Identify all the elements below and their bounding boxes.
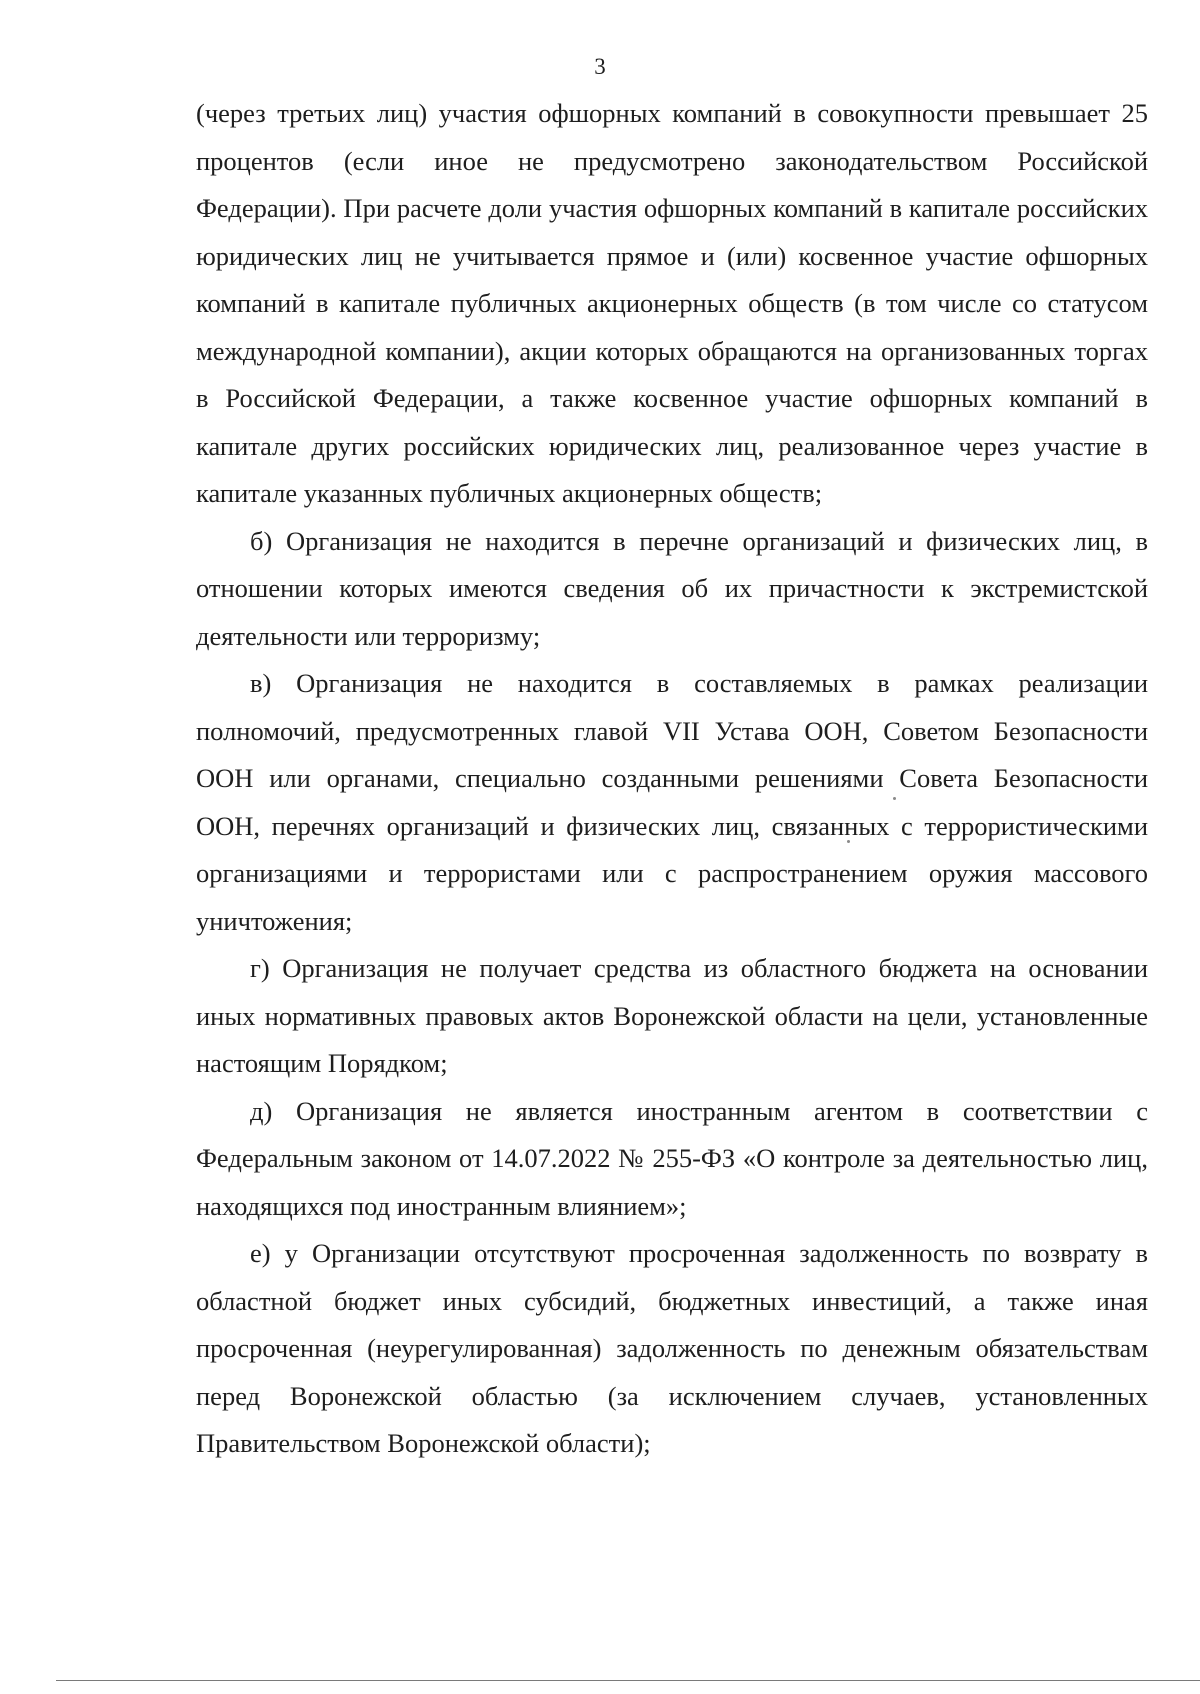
paragraph-offshore-participation: (через третьих лиц) участия офшорных компаний в совокупности превышает 25 процентов (если иное не предусмотрено законодательством Российской Федерации). При расчете доли участия офшорных компаний в капитале российских юридических лиц не учитывается прямое и (или) косвенное участие офшорных компаний в капитале публичных акционерных обществ (в том числе со статусом международной компании), акции которых обращаются на организованных торгах в Российской Федерации, а также косвенное участие офшорных компаний в капитале других российских юридических лиц, реализованное через участие в капитале указанных публичных акционерных обществ;: [196, 98, 1148, 508]
document-body: [196, 90, 1148, 1468]
scan-speck: [847, 840, 850, 843]
paragraph-item-v: в) Организация не находится в составляемых в рамках реализации полномочий, предусмотренных главой VII Устава ООН, Советом Безопасности ООН или органами, специально созданными решениями Совета Безопасности ООН, перечнях организаций и физических лиц, связанных с террористическими организациями и террористами или с распространением оружия массового уничтожения;: [196, 668, 1148, 936]
paragraph-item-e: е) у Организации отсутствуют просроченная задолженность по возврату в областной бюджет иных субсидий, бюджетных инвестиций, а также иная просроченная (неурегулированная) задолженность по денежным обязательствам перед Воронежской областью (за исключением случаев, установленных Правительством Воронежской области);: [196, 1238, 1148, 1458]
page-bottom-rule: [56, 1680, 1200, 1681]
paragraph-item-d: д) Организация не является иностранным агентом в соответствии с Федеральным законом от 14.07.2022 № 255-ФЗ «О контроле за деятельностью лиц, находящихся под иностранным влиянием»;: [196, 1095, 1148, 1221]
scan-speck: [893, 797, 896, 800]
paragraph-item-g: г) Организация не получает средства из областного бюджета на основании иных нормативных правовых актов Воронежской области на цели, установленные настоящим Порядком;: [196, 953, 1148, 1078]
page-number: 3: [594, 54, 606, 79]
paragraph-item-b: б) Организация не находится в перечне организаций и физических лиц, в отношении которых имеются сведения об их причастности к экстремистской деятельности или терроризму;: [196, 525, 1148, 651]
